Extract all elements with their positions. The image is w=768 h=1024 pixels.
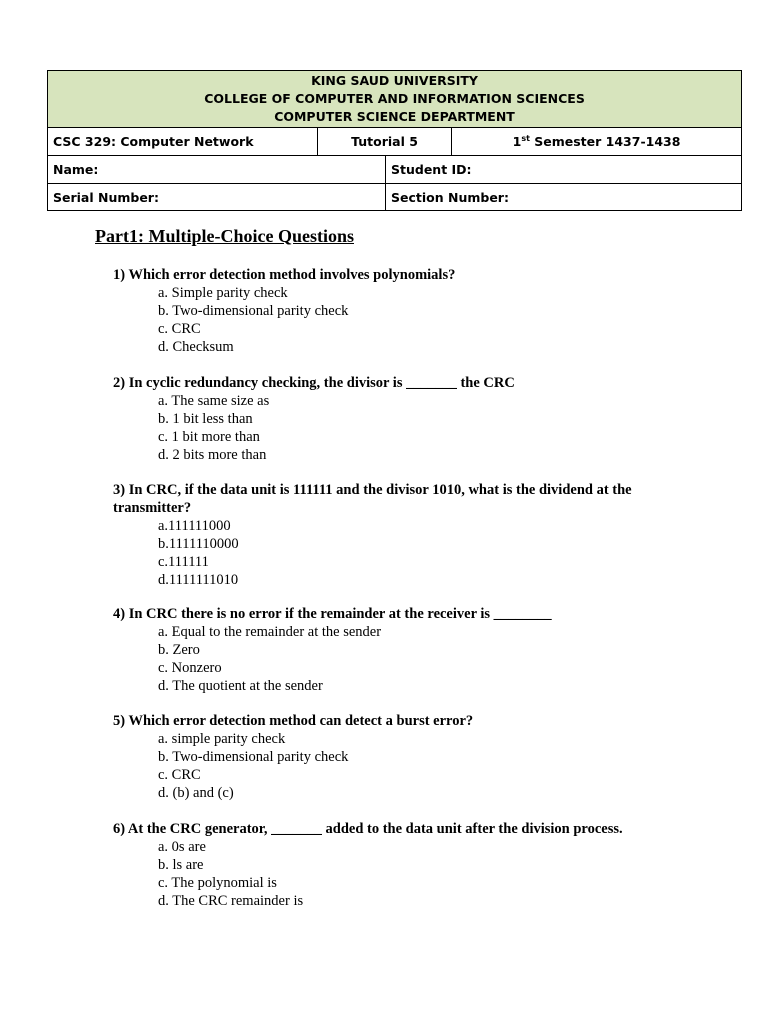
- part-title: Part1: Multiple-Choice Questions: [95, 226, 354, 246]
- options-list: [113, 392, 673, 464]
- option: b. ls are: [158, 857, 204, 873]
- option: b. Zero: [158, 642, 200, 658]
- question-stem: 4) In CRC there is no error if the remainder at the receiver is ________: [113, 606, 552, 622]
- section-number-field: Section Number:: [386, 184, 742, 211]
- question-2: [113, 374, 673, 464]
- course-title: CSC 329: Computer Network: [48, 128, 318, 156]
- option: a. 0s are: [158, 839, 206, 855]
- option: d. (b) and (c): [158, 785, 234, 801]
- student-id-field: Student ID:: [386, 156, 742, 184]
- option: a. simple parity check: [158, 731, 286, 747]
- options-list: [113, 838, 673, 910]
- option: c. Nonzero: [158, 660, 222, 676]
- header-table: [47, 70, 742, 211]
- option: c.111111: [158, 554, 209, 570]
- option: d. 2 bits more than: [158, 447, 267, 463]
- option: c. CRC: [158, 767, 201, 783]
- question-4: [113, 605, 673, 695]
- option: d. Checksum: [158, 339, 234, 355]
- question-6: [113, 820, 673, 910]
- option: b.1111110000: [158, 536, 239, 552]
- semester-label: [452, 128, 742, 156]
- option: a. Equal to the remainder at the sender: [158, 624, 382, 640]
- question-stem: 5) Which error detection method can detect a burst error?: [113, 713, 474, 729]
- options-list: [113, 623, 673, 695]
- option: c. The polynomial is: [158, 875, 277, 891]
- option: b. Two-dimensional parity check: [158, 303, 349, 319]
- semester-suffix: st: [521, 133, 530, 143]
- semester-text: Semester 1437-1438: [529, 134, 681, 149]
- university-name: KING SAUD UNIVERSITY: [311, 73, 478, 88]
- option: d.1111111010: [158, 572, 239, 588]
- question-5: [113, 712, 673, 802]
- tutorial-label: Tutorial 5: [318, 128, 452, 156]
- question-stem: 1) Which error detection method involves polynomials?: [113, 267, 456, 283]
- option: c. 1 bit more than: [158, 429, 260, 445]
- option: c. CRC: [158, 321, 201, 337]
- semester-number: 1: [512, 134, 522, 149]
- question-3: [113, 481, 673, 589]
- question-stem: 6) At the CRC generator, _______ added to the data unit after the division process.: [113, 821, 623, 837]
- option: a.111111000: [158, 518, 231, 534]
- options-list: [113, 284, 673, 356]
- question-stem: 2) In cyclic redundancy checking, the divisor is _______ the CRC: [113, 375, 515, 391]
- institution-banner: [48, 71, 742, 128]
- question-1: [113, 266, 673, 356]
- option: b. 1 bit less than: [158, 411, 253, 427]
- options-list: [113, 517, 673, 589]
- name-field: Name:: [48, 156, 386, 184]
- option: a. Simple parity check: [158, 285, 288, 301]
- option: d. The quotient at the sender: [158, 678, 323, 694]
- question-stem: 3) In CRC, if the data unit is 111111 and the divisor 1010, what is the dividend at the transmitter?: [113, 482, 632, 516]
- serial-number-field: Serial Number:: [48, 184, 386, 211]
- option: d. The CRC remainder is: [158, 893, 304, 909]
- college-name: COLLEGE OF COMPUTER AND INFORMATION SCIENCES: [204, 91, 585, 106]
- options-list: [113, 730, 673, 802]
- department-name: COMPUTER SCIENCE DEPARTMENT: [274, 109, 515, 124]
- option: b. Two-dimensional parity check: [158, 749, 349, 765]
- option: a. The same size as: [158, 393, 270, 409]
